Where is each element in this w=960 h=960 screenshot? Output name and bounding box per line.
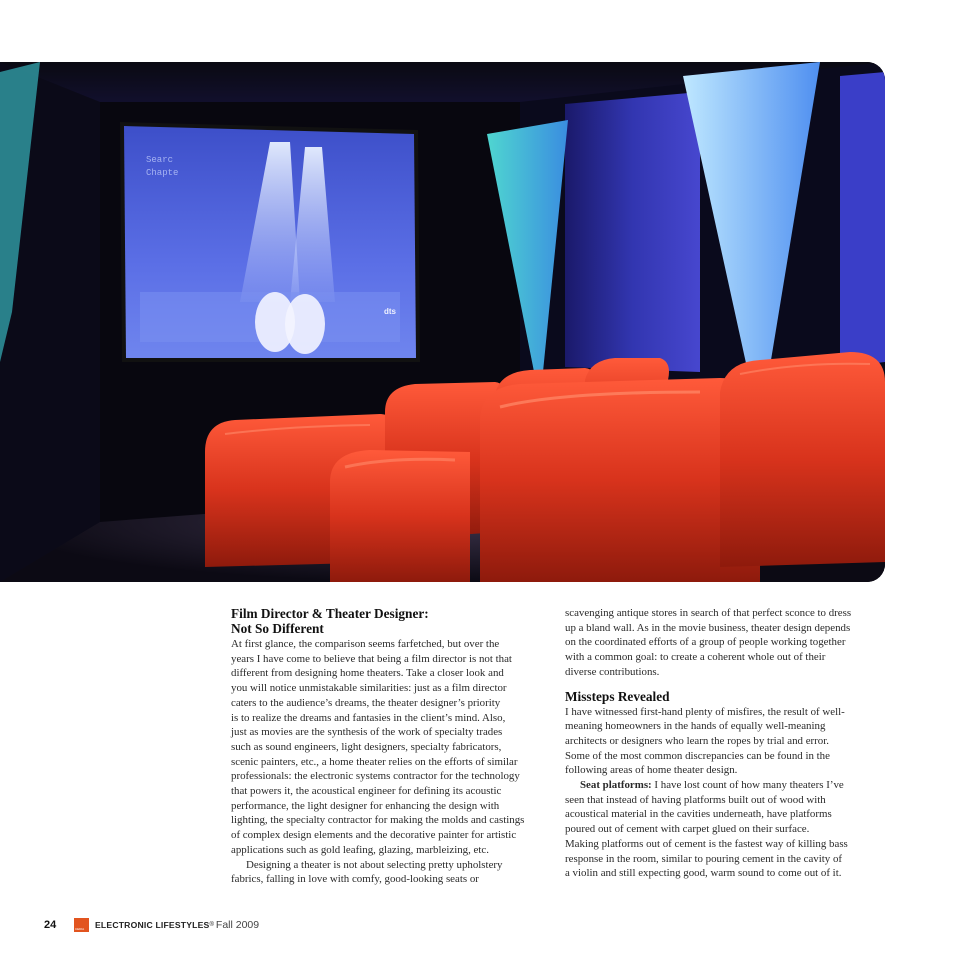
text-line: fabrics, falling in love with comfy, good-looking seats or bbox=[231, 873, 479, 886]
text-line: caters to the audience’s dreams, the theater designer’s priority bbox=[231, 696, 501, 709]
text-line: I have witnessed first-hand plenty of misfires, the result of well- bbox=[565, 705, 845, 718]
text-line: performance, the light designer for enhancing the design with bbox=[231, 799, 500, 812]
section-heading-missteps: Missteps Revealed bbox=[565, 688, 670, 704]
text-line: a violin and still expecting good, warm sound to come out of it. bbox=[565, 867, 842, 880]
text-line: Some of the most common discrepancies can be found in the bbox=[565, 749, 830, 762]
magazine-name: ELECTRONIC LIFESTYLES bbox=[95, 920, 210, 930]
text-line: architects or designers who learn the ropes by trial and error. bbox=[565, 734, 830, 747]
text-line: of complex design elements and the decorative painter for artistic bbox=[231, 829, 517, 842]
page-number: 24 bbox=[44, 919, 57, 931]
text-line: years I have come to believe that being a film director is not that bbox=[231, 652, 512, 665]
text-line: with a common goal: to create a coherent whole out of their bbox=[565, 651, 826, 664]
page-footer bbox=[44, 915, 259, 935]
text-line: seen that instead of having platforms built out of wood with bbox=[565, 793, 826, 806]
section-heading-film-director bbox=[231, 606, 549, 636]
text-fragment: I have lost count of how many theaters I’ve bbox=[651, 779, 844, 792]
text-line: professionals: the electronic systems contractor for the technology bbox=[231, 770, 520, 783]
text-line: response in the room, similar to pouring cement in the cavity of bbox=[565, 852, 843, 865]
text-line: Designing a theater is not about selecting pretty upholstery bbox=[246, 858, 503, 871]
screen-label-1: Searc bbox=[146, 155, 174, 165]
text-line: on the coordinated efforts of a group of people working together bbox=[565, 636, 846, 649]
home-theater-illustration bbox=[0, 62, 885, 582]
screen-logo: dts bbox=[384, 307, 396, 316]
text-line: meaning homeowners in the hands of equally well-meaning bbox=[565, 720, 826, 733]
text-line: At first glance, the comparison seems farfetched, but over the bbox=[231, 638, 500, 650]
text-line: just as movies are the synthesis of the work of specialty trades bbox=[231, 726, 503, 739]
issue-date: Fall 2009 bbox=[215, 919, 260, 931]
text-line: Making platforms out of cement is the fastest way of killing bass bbox=[565, 837, 848, 850]
logo-text: CEDIA bbox=[75, 927, 85, 931]
text-line: different from designing home theaters. Take a closer look and bbox=[231, 667, 504, 680]
text-line: that powers it, the acoustical engineer for defining its acoustic bbox=[231, 785, 502, 798]
right-column bbox=[565, 606, 885, 881]
heading-line: Film Director & Theater Designer: bbox=[231, 606, 429, 621]
heading-line: Not So Different bbox=[231, 621, 324, 636]
text-line bbox=[565, 778, 885, 793]
home-theater-photo bbox=[0, 62, 885, 582]
text-line: acoustical material in the cavities underneath, have platforms bbox=[565, 808, 832, 821]
text-line: scenic painters, etc., a home theater relies on the efforts of similar bbox=[231, 755, 518, 768]
text-line: is to realize the dreams and fantasies in the client’s mind. Also, bbox=[231, 711, 506, 724]
text-line: applications such as gold leafing, glazing, marbleizing, etc. bbox=[231, 843, 489, 856]
text-line: such as sound engineers, light designers, specialty fabricators, bbox=[231, 740, 502, 753]
body-paragraph bbox=[565, 606, 885, 680]
body-paragraph bbox=[231, 637, 549, 858]
body-paragraph bbox=[231, 858, 549, 887]
left-column bbox=[231, 606, 549, 887]
screen-label-2: Chapte bbox=[146, 168, 179, 178]
text-line: scavenging antique stores in search of that perfect sconce to dress bbox=[565, 607, 852, 619]
registered-mark: ® bbox=[209, 922, 214, 928]
cedia-logo-icon bbox=[74, 918, 89, 932]
text-line: you will notice unmistakable similarities: just as a film director bbox=[231, 682, 507, 695]
text-line: following areas of home theater design. bbox=[565, 764, 738, 777]
text-line: up a bland wall. As in the movie business, theater design depends bbox=[565, 621, 851, 634]
body-paragraph bbox=[565, 778, 885, 881]
text-line: diverse contributions. bbox=[565, 665, 660, 678]
text-line: lighting, the specialty contractor for making the molds and castings bbox=[231, 814, 525, 827]
body-paragraph bbox=[565, 705, 885, 779]
runin-label: Seat platforms: bbox=[580, 779, 652, 792]
text-line: poured out of cement with carpet glued on their surface. bbox=[565, 823, 810, 836]
